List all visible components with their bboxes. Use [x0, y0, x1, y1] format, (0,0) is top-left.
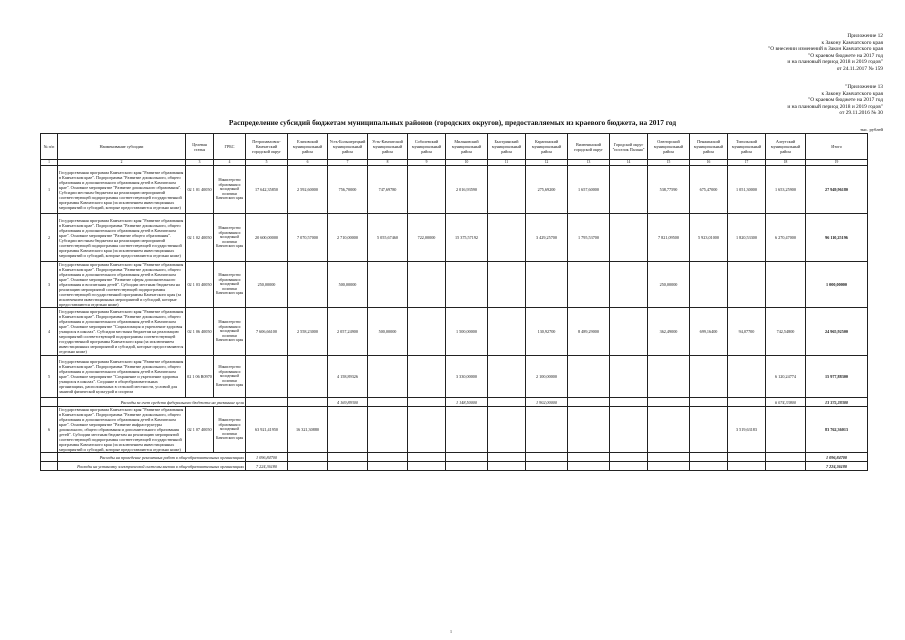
value-cell	[728, 398, 766, 407]
value-cell: 250,00000	[246, 262, 288, 308]
target-article: 02 1 02 40050	[186, 214, 214, 262]
column-header: Олюторский муниципальный район	[648, 134, 690, 160]
value-cell	[690, 407, 728, 453]
value-cell	[766, 453, 806, 462]
value-cell	[568, 398, 610, 407]
value-cell: 2 100,00000	[526, 356, 568, 398]
value-cell	[488, 453, 526, 462]
value-cell	[648, 453, 690, 462]
column-index-cell: 1	[41, 160, 58, 166]
value-cell	[568, 453, 610, 462]
value-cell	[408, 407, 446, 453]
value-cell: 5 923,01000	[690, 214, 728, 262]
empty-cell	[41, 462, 58, 471]
value-cell: 675,47000	[690, 166, 728, 214]
table-row	[41, 262, 868, 308]
header-block-1	[768, 33, 883, 73]
header-line: Приложение 12	[847, 33, 883, 39]
value-cell	[368, 262, 408, 308]
value-cell	[288, 262, 328, 308]
value-cell: 63 921,41950	[246, 407, 288, 453]
value-cell	[610, 453, 648, 462]
header-line: от 29.11.2016 № 30	[839, 110, 883, 117]
value-cell: 15 375,57192	[446, 214, 488, 262]
column-header: Усть-Большерецкий муниципальный район	[328, 134, 368, 160]
value-cell	[488, 308, 526, 356]
target-article: 02 1 06 R0970	[186, 356, 214, 398]
empty-cell	[41, 453, 58, 462]
value-cell: 500,00000	[328, 262, 368, 308]
column-header: Тигильский муниципальный район	[728, 134, 766, 160]
value-cell: 3 330,00000	[446, 356, 488, 398]
value-cell: 20 600,00000	[246, 214, 288, 262]
value-cell	[610, 214, 648, 262]
column-index-cell: 4	[214, 160, 246, 166]
value-cell: 94,07700	[728, 308, 766, 356]
value-cell: 538,77590	[648, 166, 690, 214]
header-line: "Приложение 13	[845, 84, 883, 90]
value-cell: 8 489,29000	[568, 308, 610, 356]
value-cell: 1 096,84700	[246, 453, 288, 462]
header-block-2	[787, 84, 883, 117]
value-cell	[488, 166, 526, 214]
unit-label: тыс. рублей	[860, 127, 883, 132]
total-cell: 13 375,28300	[806, 398, 868, 407]
subsidy-name: Государственная программа Камчатского края "Развитие образования в Камчатском крае". Подпрограмма "Развитие дошкольного, общего образования и дополнительного образования детей в Камчатском крае". Основное мероприятие "Развитие сферы дополнительного образования и воспитания детей". Субсидии местным бюджетам на реализацию мероприятий соответствующей подпрограммы соответствующей государственной программы Камчатского края (за исключением инвестиционных мероприятий и субсидий, которые предоставляются отдельно ниже)	[58, 262, 186, 308]
header-line: к Закону Камчатского края	[821, 39, 883, 46]
total-cell: 1 096,84700	[806, 453, 868, 462]
total-cell: 7 224,36180	[806, 462, 868, 471]
footer-row-name: Расходы на проведение ремонтных работ в общеобразовательных организациях	[58, 453, 246, 462]
grbs-ministry: Министерство образования и молодежной политики Камчатского края	[214, 356, 246, 398]
value-cell: 2 558,23000	[288, 308, 328, 356]
value-cell	[488, 214, 526, 262]
grbs-ministry: Министерство образования и молодежной политики Камчатского края	[214, 214, 246, 262]
value-cell	[526, 262, 568, 308]
value-cell	[568, 356, 610, 398]
value-cell	[766, 407, 806, 453]
row-number: 5	[41, 356, 58, 398]
value-cell: 756,70000	[328, 166, 368, 214]
value-cell: 6 074,33800	[766, 398, 806, 407]
total-cell: 27 949,96180	[806, 166, 868, 214]
value-cell	[568, 262, 610, 308]
column-index-cell: 16	[690, 160, 728, 166]
column-header: № п/п	[41, 134, 58, 160]
column-index-cell: 2	[58, 160, 186, 166]
table-row	[41, 308, 868, 356]
value-cell	[446, 462, 488, 471]
column-index-cell: 6	[288, 160, 328, 166]
value-cell: 722,00000	[408, 214, 446, 262]
column-header: Петропавловск-Камчатский городской округ	[246, 134, 288, 160]
total-cell: 24 965,92500	[806, 308, 868, 356]
value-cell: 275,69200	[526, 166, 568, 214]
value-cell: 3 519,63183	[728, 407, 766, 453]
column-index-cell: 11	[488, 160, 526, 166]
column-index-cell: 19	[806, 160, 868, 166]
value-cell	[328, 407, 368, 453]
value-cell	[288, 398, 328, 407]
value-cell: 500,00000	[368, 308, 408, 356]
column-header: Мильковский муниципальный район	[446, 134, 488, 160]
column-index-cell: 5	[246, 160, 288, 166]
value-cell	[728, 462, 766, 471]
header-line: и на плановый период 2018 и 2019 годов"	[787, 103, 883, 110]
column-header: Вилючинский городской округ	[568, 134, 610, 160]
column-index-cell: 13	[568, 160, 610, 166]
total-cell: 1 000,00000	[806, 262, 868, 308]
value-cell: 7 606,66100	[246, 308, 288, 356]
row-number: 4	[41, 308, 58, 356]
value-cell: 7 070,57000	[288, 214, 328, 262]
target-article: 02 1 07 40050	[186, 407, 214, 453]
value-cell	[568, 407, 610, 453]
header-line: от 24.11.2017 № 159	[836, 65, 883, 72]
value-cell: 742,54800	[766, 308, 806, 356]
value-cell	[246, 398, 288, 407]
value-cell	[288, 462, 328, 471]
value-cell	[408, 356, 446, 398]
value-cell: 2 592,60000	[288, 166, 328, 214]
value-cell: 16 321,30880	[288, 407, 328, 453]
value-cell	[526, 453, 568, 462]
column-index-cell: 9	[408, 160, 446, 166]
value-cell: 1 657,60000	[568, 166, 610, 214]
page-number: 1	[450, 629, 452, 634]
table-row	[41, 214, 868, 262]
column-header: Соболевский муниципальный район	[408, 134, 446, 160]
value-cell	[766, 262, 806, 308]
column-header: Усть-Камчатский муниципальный район	[368, 134, 408, 160]
column-header: Наименование субсидии	[58, 134, 186, 160]
value-cell	[368, 398, 408, 407]
column-index-cell: 14	[610, 160, 648, 166]
footer-row-name: Расходы на установку электрической системы вызова в общеобразовательных организациях	[58, 462, 246, 471]
value-cell	[446, 262, 488, 308]
column-header: ГРБС	[214, 134, 246, 160]
value-cell	[288, 356, 328, 398]
column-header: Карагинский муниципальный район	[526, 134, 568, 160]
value-cell: 1 500,00000	[446, 308, 488, 356]
grbs-ministry: Министерство образования и молодежной политики Камчатского края	[214, 262, 246, 308]
value-cell: 250,00000	[648, 262, 690, 308]
value-cell	[690, 356, 728, 398]
column-index-cell: 12	[526, 160, 568, 166]
column-index-cell: 18	[766, 160, 806, 166]
value-cell	[288, 453, 328, 462]
header-line: "О краевом бюджете на 2017 год	[808, 97, 883, 104]
value-cell: 130,92700	[526, 308, 568, 356]
row-number: 2	[41, 214, 58, 262]
column-index-cell: 8	[368, 160, 408, 166]
value-cell	[328, 462, 368, 471]
value-cell	[610, 407, 648, 453]
value-cell	[610, 462, 648, 471]
value-cell	[446, 407, 488, 453]
grbs-ministry: Министерство образования и молодежной политики Камчатского края	[214, 166, 246, 214]
target-article: 02 1 01 40050	[186, 166, 214, 214]
value-cell: 362,49000	[648, 308, 690, 356]
grbs-ministry: Министерство образования и молодежной политики Камчатского края	[214, 407, 246, 453]
value-cell	[648, 407, 690, 453]
total-cell: 83 762,36013	[806, 407, 868, 453]
value-cell	[368, 462, 408, 471]
grbs-ministry: Министерство образования и молодежной политики Камчатского края	[214, 308, 246, 356]
value-cell: 699,16400	[690, 308, 728, 356]
value-cell	[610, 262, 648, 308]
value-cell	[368, 407, 408, 453]
value-cell: 6 120,24774	[766, 356, 806, 398]
column-index-cell: 7	[328, 160, 368, 166]
column-header: Пенжинский муниципальный район	[690, 134, 728, 160]
value-cell	[690, 262, 728, 308]
subsidy-table	[40, 133, 868, 471]
row-number: 1	[41, 166, 58, 214]
value-cell	[408, 453, 446, 462]
value-cell	[610, 166, 648, 214]
header-line: к Закону Камчатского края	[821, 90, 883, 97]
value-cell	[408, 308, 446, 356]
value-cell: 2 710,00000	[328, 214, 368, 262]
column-header: Городской округ "поселок Палана"	[610, 134, 648, 160]
value-cell	[610, 308, 648, 356]
target-article: 02 1 06 40050	[186, 308, 214, 356]
value-cell: 2 057,24900	[328, 308, 368, 356]
value-cell: 1 820,53300	[728, 214, 766, 262]
value-cell: 1 148,50000	[446, 398, 488, 407]
table-subrow	[41, 398, 868, 407]
value-cell	[488, 462, 526, 471]
value-cell	[488, 262, 526, 308]
value-cell	[610, 356, 648, 398]
value-cell	[408, 398, 446, 407]
document-title: Распределение субсидий бюджетам муниципальных районов (городских округов), предоставляемых из краевого бюджета, на 2017 год	[228, 118, 677, 127]
subsidy-name: Государственная программа Камчатского края "Развитие образования в Камчатском крае". Подпрограмма "Развитие дошкольного, общего образования и дополнительного образования детей в Камчатском крае". Основное мероприятие "Развитие дошкольного образования". Субсидии местным бюджетам на реализацию мероприятий соответствующей подпрограммы соответствующей государственной программы Камчатского края (за исключением инвестиционных мероприятий и субсидий, которые предоставляются отдельно ниже)	[58, 166, 186, 214]
table-row	[41, 356, 868, 398]
value-cell	[728, 356, 766, 398]
value-cell	[328, 453, 368, 462]
value-cell: 1 902,00000	[526, 398, 568, 407]
value-cell: 2 016,93590	[446, 166, 488, 214]
total-cell: 15 977,88300	[806, 356, 868, 398]
value-cell: 7 821,09500	[648, 214, 690, 262]
value-cell: 6 270,47000	[766, 214, 806, 262]
header-line: и на плановый период 2018 и 2019 годов"	[787, 59, 883, 66]
value-cell: 4 158,89326	[328, 356, 368, 398]
subrow-name: Расходы за счет средств федерального бюджета на указанные цели	[58, 398, 246, 407]
column-header-row	[41, 134, 868, 160]
value-cell	[408, 262, 446, 308]
column-header: Быстринский муниципальный район	[488, 134, 526, 160]
value-cell	[368, 453, 408, 462]
subsidy-name: Государственная программа Камчатского края "Развитие образования в Камчатском крае". Подпрограмма "Развитие дошкольного, общего образования и дополнительного образования детей в Камчатском крае". Основное мероприятие "Социализация и укрепление здоровья учащихся в школах". Субсидии местным бюджетам на реализацию мероприятий соответствующей подпрограммы соответствующей государственной программы Камчатского края (за исключением инвестиционных мероприятий и субсидий, которые предоставляются отдельно ниже)	[58, 308, 186, 356]
value-cell	[728, 262, 766, 308]
value-cell	[728, 453, 766, 462]
column-index-cell: 17	[728, 160, 766, 166]
target-article: 02 1 03 40050	[186, 262, 214, 308]
empty-cell	[41, 398, 58, 407]
header-line: "О внесении изменений в Закон Камчатского края	[768, 46, 883, 53]
value-cell: 747,69780	[368, 166, 408, 214]
row-number: 6	[41, 407, 58, 453]
header-line: "О краевом бюджете на 2017 год	[808, 52, 883, 59]
value-cell	[488, 356, 526, 398]
value-cell	[446, 453, 488, 462]
table-footer-row	[41, 453, 868, 462]
value-cell	[368, 356, 408, 398]
column-index-cell: 10	[446, 160, 488, 166]
table-row	[41, 407, 868, 453]
value-cell	[648, 398, 690, 407]
value-cell: 5 055,67460	[368, 214, 408, 262]
column-index-cell: 3	[186, 160, 214, 166]
column-header: Целевая статья	[186, 134, 214, 160]
value-cell: 1 653,25900	[766, 166, 806, 214]
value-cell	[488, 398, 526, 407]
column-header: Алеутский муниципальный район	[766, 134, 806, 160]
value-cell	[766, 462, 806, 471]
column-header: Итого	[806, 134, 868, 160]
value-cell	[648, 356, 690, 398]
value-cell	[610, 398, 648, 407]
value-cell	[568, 462, 610, 471]
value-cell	[408, 462, 446, 471]
subsidy-name: Государственная программа Камчатского края "Развитие образования в Камчатском крае". Подпрограмма "Развитие дошкольного, общего образования и дополнительного образования детей в Камчатском крае". Основное мероприятие "Развитие общего образования". Субсидии местным бюджетам на реализацию мероприятий соответствующей подпрограммы соответствующей государственной программы Камчатского края (за исключением инвестиционных мероприятий и субсидий, которые предоставляются отдельно ниже)	[58, 214, 186, 262]
subsidy-name: Государственная программа Камчатского края "Развитие образования в Камчатском крае". Подпрограмма "Развитие дошкольного, общего образования и дополнительного образования детей в Камчатском крае". Основное мероприятие "Сохранение и укрепление здоровья учащихся в школах". Создание в общеобразовательных организациях, расположенных в сельской местности, условий для занятий физической культурой и спортом	[58, 356, 186, 398]
row-number: 3	[41, 262, 58, 308]
value-cell	[488, 407, 526, 453]
value-cell: 3 429,25700	[526, 214, 568, 262]
value-cell	[648, 462, 690, 471]
column-header: Елизовский муниципальный район	[288, 134, 328, 160]
column-index-cell: 15	[648, 160, 690, 166]
total-cell: 96 110,25196	[806, 214, 868, 262]
value-cell	[408, 166, 446, 214]
table-row	[41, 166, 868, 214]
value-cell	[246, 356, 288, 398]
value-cell: 7 224,36180	[246, 462, 288, 471]
value-cell	[690, 453, 728, 462]
value-cell	[690, 462, 728, 471]
subsidy-name: Государственная программа Камчатского края "Развитие образования в Камчатском крае". Подпрограмма "Развитие дошкольного, общего образования и дополнительного образования детей в Камчатском крае". Основное мероприятие "Развитие инфраструктуры дошкольного, общего образования и дополнительного образования детей". Субсидии местным бюджетам на реализацию мероприятий соответствующей подпрограммы соответствующей государственной программы Камчатского края (за исключением инвестиционных мероприятий и субсидий, которые предоставляются отдельно ниже)	[58, 407, 186, 453]
value-cell: 4 169,89300	[328, 398, 368, 407]
table-footer-row	[41, 462, 868, 471]
value-cell: 1 795,53700	[568, 214, 610, 262]
value-cell	[690, 398, 728, 407]
value-cell	[526, 462, 568, 471]
value-cell	[526, 407, 568, 453]
value-cell: 1 051,30000	[728, 166, 766, 214]
value-cell: 17 642,35850	[246, 166, 288, 214]
